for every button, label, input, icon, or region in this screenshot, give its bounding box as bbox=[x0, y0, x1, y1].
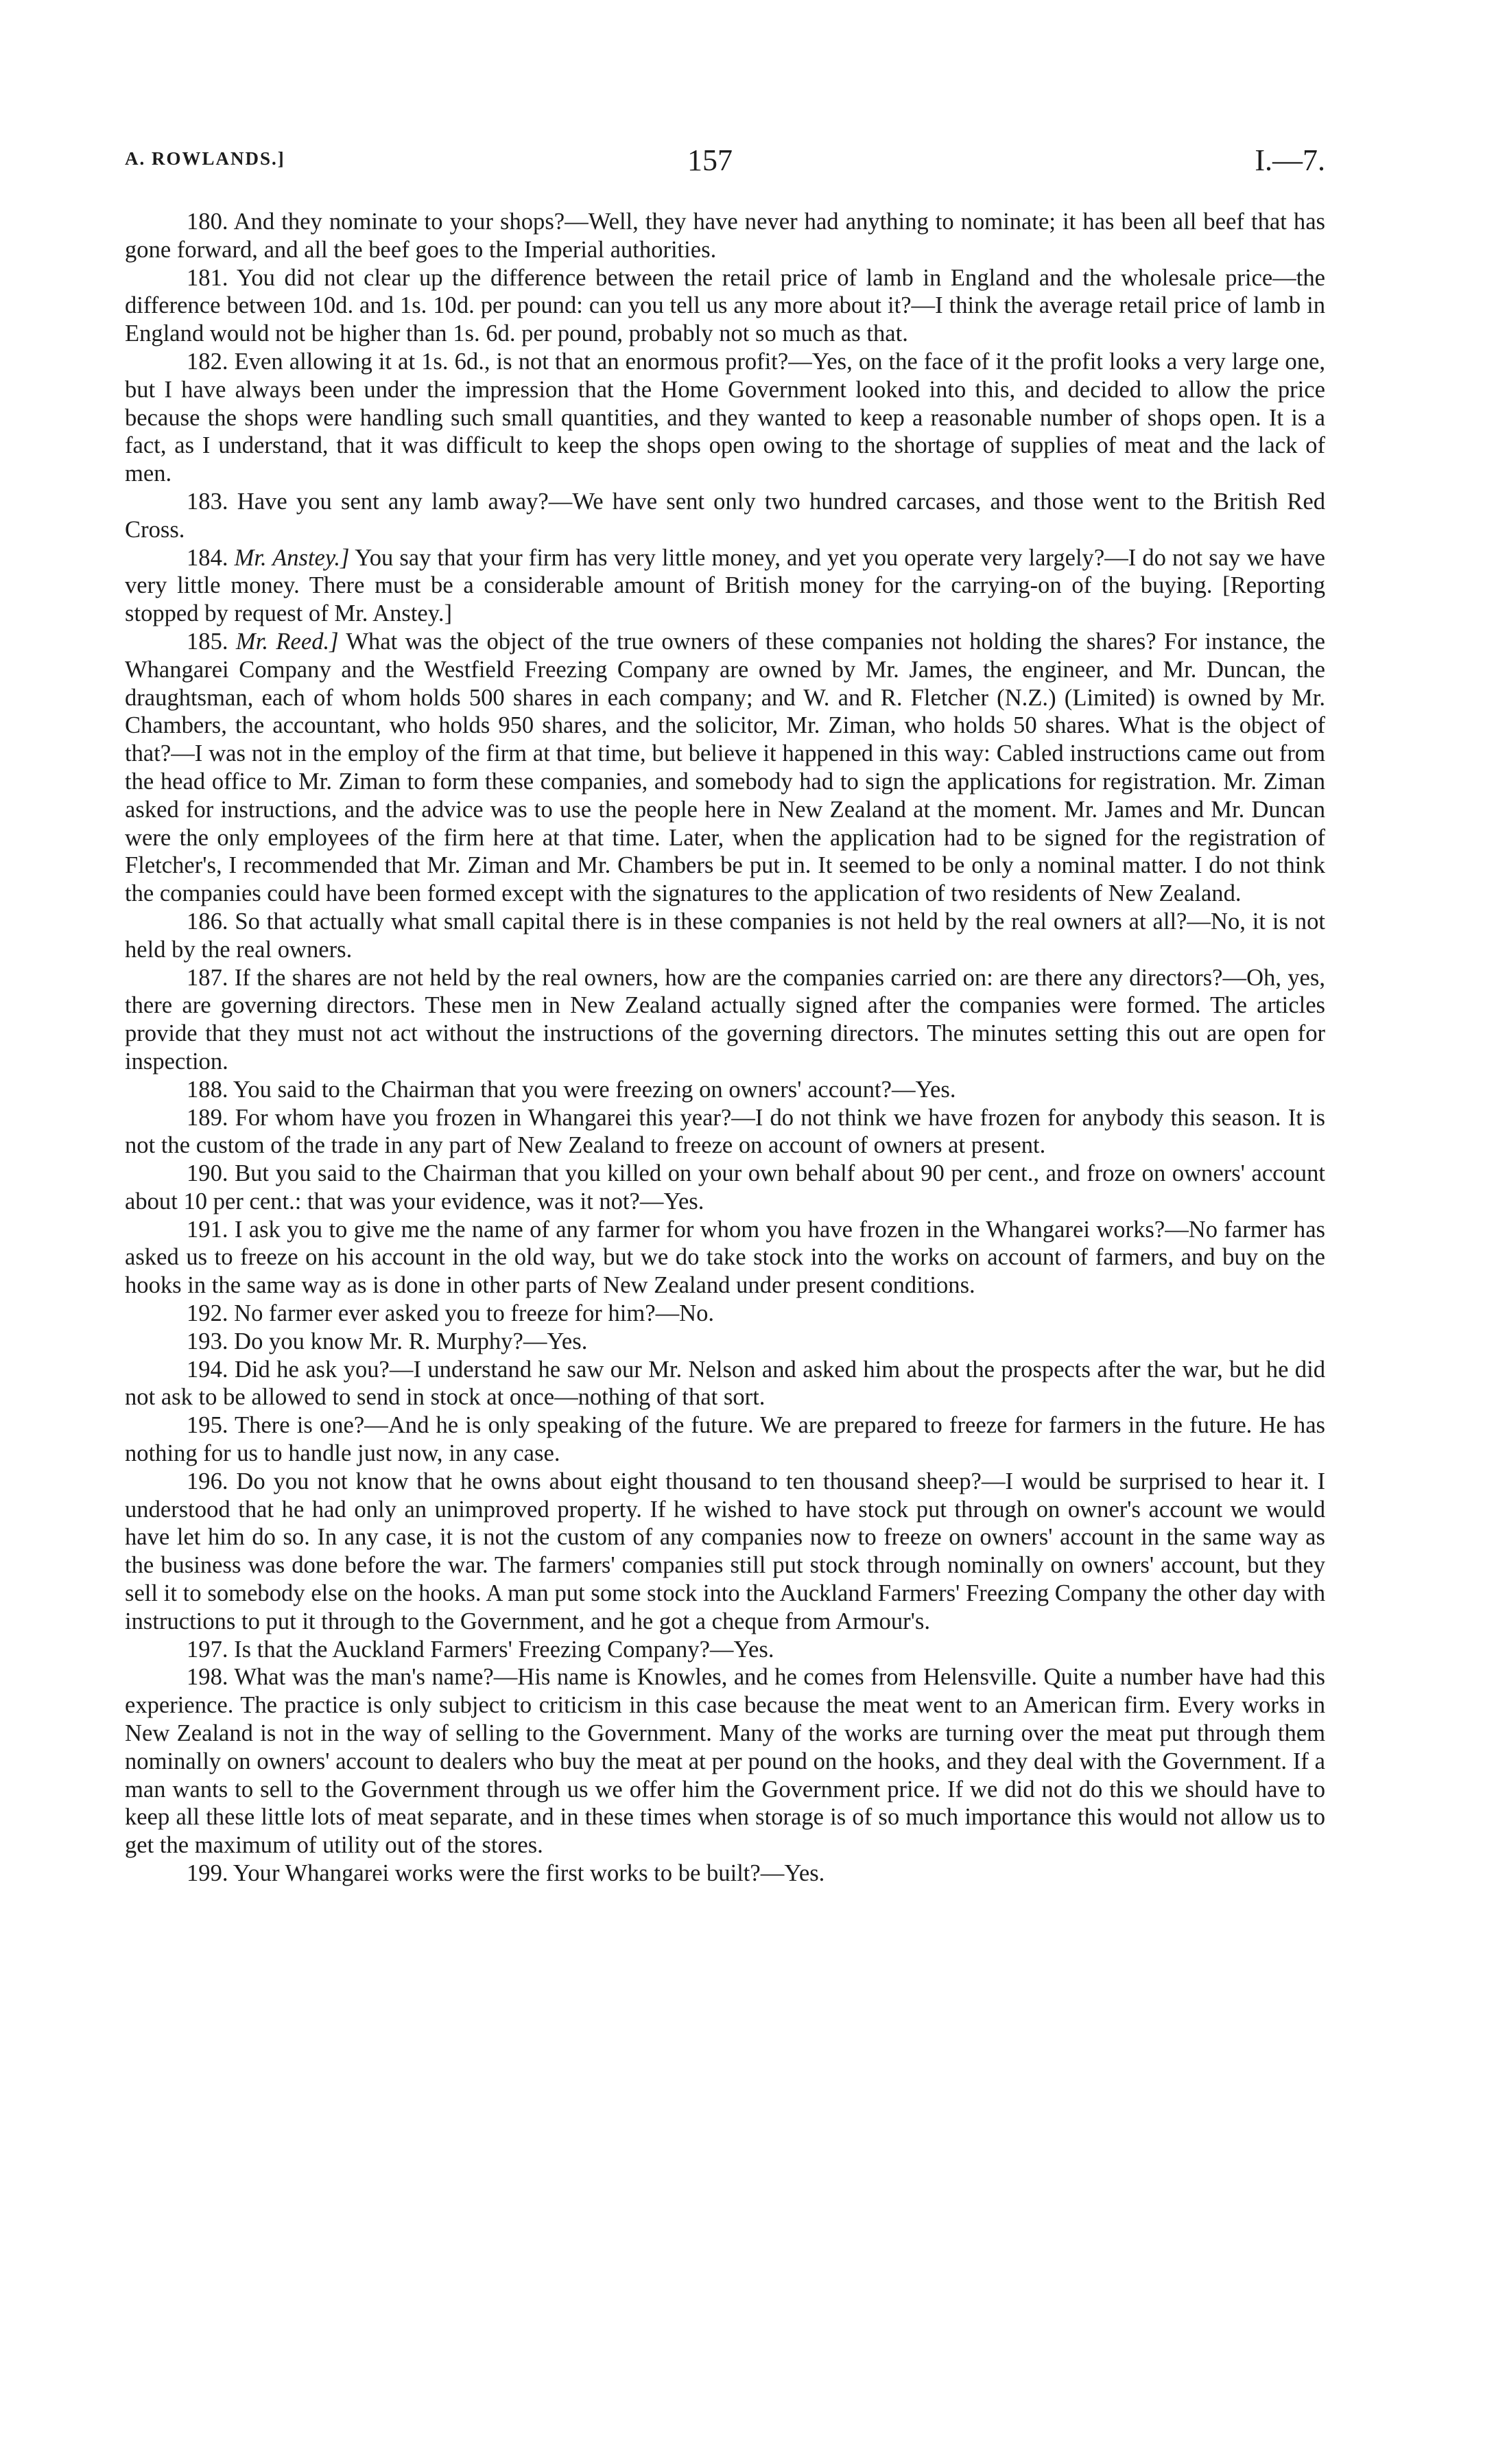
paragraph-186: 186. So that actually what small capital there is in these companies is not held by the real owners at all?—No, it is not held by the real owners. bbox=[125, 908, 1325, 963]
paragraph-183: 183. Have you sent any lamb away?—We have sent only two hundred carcases, and those went to the British Red Cross. bbox=[125, 488, 1325, 543]
paragraph-197: 197. Is that the Auckland Farmers' Freezing Company?—Yes. bbox=[187, 1636, 774, 1663]
paragraph-text: You say that your firm has very little money, and yet you operate very largely?—I do not say we have very little money. There must be a considerable amount of British money for the carrying-on of the buying. [Reporting stopped by request of Mr. Anstey.] bbox=[125, 544, 1325, 627]
paragraph-181: 181. You did not clear up the difference between the retail price of lamb in England and the wholesale price—the difference between 10d. and 1s. 10d. per pound: can you tell us any more about it?—I think the average retail price of lamb in England would not be higher than 1s. 6d. per pound, probably not so much as that. bbox=[125, 264, 1325, 347]
paragraph-190: 190. But you said to the Chairman that you killed on your own behalf about 90 per cent., and froze on owners' account about 10 per cent.: that was your evidence, was it not?—Yes. bbox=[125, 1160, 1325, 1215]
paragraph-185 bbox=[125, 628, 1325, 908]
paragraph-198: 198. What was the man's name?—His name is Knowles, and he comes from Helensville. Quite a number have had this experience. The practice is only subject to criticism in this case because the meat went to an American firm. Every works in New Zealand is not in the way of selling to the Government. Many of the works are turning over the meat put through them nominally on owners' account to dealers who buy the meat at per pound on the hooks, and they deal with the Government. If a man wants to sell to the Government through us we offer him the Government price. If we did not do this we should have to keep all these little lots of meat separate, and in these times when storage is of so much importance this would not allow us to get the maximum of utility out of the stores. bbox=[125, 1664, 1325, 1859]
paragraph-180: 180. And they nominate to your shops?—Well, they have never had anything to nominate; it has been all beef that has gone forward, and all the beef goes to the Imperial authorities. bbox=[125, 209, 1325, 263]
evidence-body bbox=[125, 208, 1325, 1888]
page-number: 157 bbox=[687, 143, 733, 177]
question-number: 185. bbox=[187, 628, 228, 655]
paragraph-188: 188. You said to the Chairman that you were freezing on owners' account?—Yes. bbox=[187, 1076, 956, 1103]
paragraph-193: 193. Do you know Mr. R. Murphy?—Yes. bbox=[187, 1328, 588, 1354]
question-number: 184. bbox=[187, 544, 228, 571]
paragraph-196: 196. Do you not know that he owns about eight thousand to ten thousand sheep?—I would be surprised to hear it. I understood that he had only an unimproved property. If he wished to have stock put through on owner's account we would have let him do so. In any case, it is not the custom of any companies now to freeze on owners' account in the same way as the business was done before the war. The farmers' companies still put stock through nominally on owners' account, but they sell it to somebody else on the hooks. A man put some stock into the Auckland Farmers' Freezing Company the other day with instructions to put it through to the Government, and he got a cheque from Armour's. bbox=[125, 1468, 1325, 1634]
paragraph-182: 182. Even allowing it at 1s. 6d., is not that an enormous profit?—Yes, on the face of it the profit looks a very large one, but I have always been under the impression that the Home Government looked into this, and decided to allow the price because the shops were handling such small quantities, and they wanted to keep a reasonable number of shops open. It is a fact, as I understand, that it was difficult to keep the shops open owing to the shortage of supplies of meat and the lack of men. bbox=[125, 348, 1325, 487]
paragraph-189: 189. For whom have you frozen in Whangarei this year?—I do not think we have frozen for anybody this season. It is not the custom of the trade in any part of New Zealand to freeze on account of owners at present. bbox=[125, 1104, 1325, 1159]
speaker-name: Mr. Anstey.] bbox=[234, 544, 350, 571]
paragraph-text: What was the object of the true owners of these companies not holding the shares? For instance, the Whangarei Company and the Westfield Freezing Company are owned by Mr. James, the engineer, and Mr. Duncan, the draughtsman, each of whom holds 500 shares in each company; and W. and R. Fletcher (N.Z.) (Limited) is owned by Mr. Chambers, the accountant, who holds 950 shares, and the solicitor, Mr. Ziman, who holds 50 shares. What is the object of that?—I was not in the employ of the firm at that time, but believe it happened in this way: Cabled instructions came out from the head office to Mr. Ziman to form these companies, and somebody had to sign the applications for registration. Mr. Ziman asked for instructions, and the advice was to use the people here in New Zealand at the moment. Mr. James and Mr. Duncan were the only employees of the firm here at that time. Later, when the application had to be signed for the registration of Fletcher's, I recommended that Mr. Ziman and Mr. Chambers be put in. It seemed to be only a nominal matter. I do not think the companies could have been formed except with the signatures to the application of two residents of New Zealand. bbox=[125, 628, 1325, 907]
paragraph-191: 191. I ask you to give me the name of any farmer for whom you have frozen in the Whangarei works?—No farmer has asked us to freeze on his account in the old way, but we do take stock into the works on account of farmers, and buy on the hooks in the same way as is done in other parts of New Zealand under present conditions. bbox=[125, 1216, 1325, 1299]
paragraph-192: 192. No farmer ever asked you to freeze for him?—No. bbox=[187, 1300, 715, 1327]
paragraph-194: 194. Did he ask you?—I understand he saw our Mr. Nelson and asked him about the prospects after the war, but he did not ask to be allowed to send in stock at once—nothing of that sort. bbox=[125, 1356, 1325, 1411]
paragraph-195: 195. There is one?—And he is only speaking of the future. We are prepared to freeze for farmers in the future. He has nothing for us to handle just now, in any case. bbox=[125, 1412, 1325, 1467]
speaker-name: Mr. Reed.] bbox=[235, 628, 339, 655]
paragraph-199: 199. Your Whangarei works were the first works to be built?—Yes. bbox=[187, 1860, 825, 1887]
paragraph-184 bbox=[125, 544, 1325, 628]
page-header bbox=[125, 143, 1325, 184]
paper-reference: I.—7. bbox=[1255, 143, 1325, 177]
witness-name: A. ROWLANDS.] bbox=[125, 148, 285, 169]
paragraph-187: 187. If the shares are not held by the real owners, how are the companies carried on: are there any directors?—Oh, yes, there are governing directors. These men in New Zealand actually signed after the companies were formed. The articles provide that they must not act without the instructions of the governing directors. The minutes setting this out are open for inspection. bbox=[125, 964, 1325, 1075]
